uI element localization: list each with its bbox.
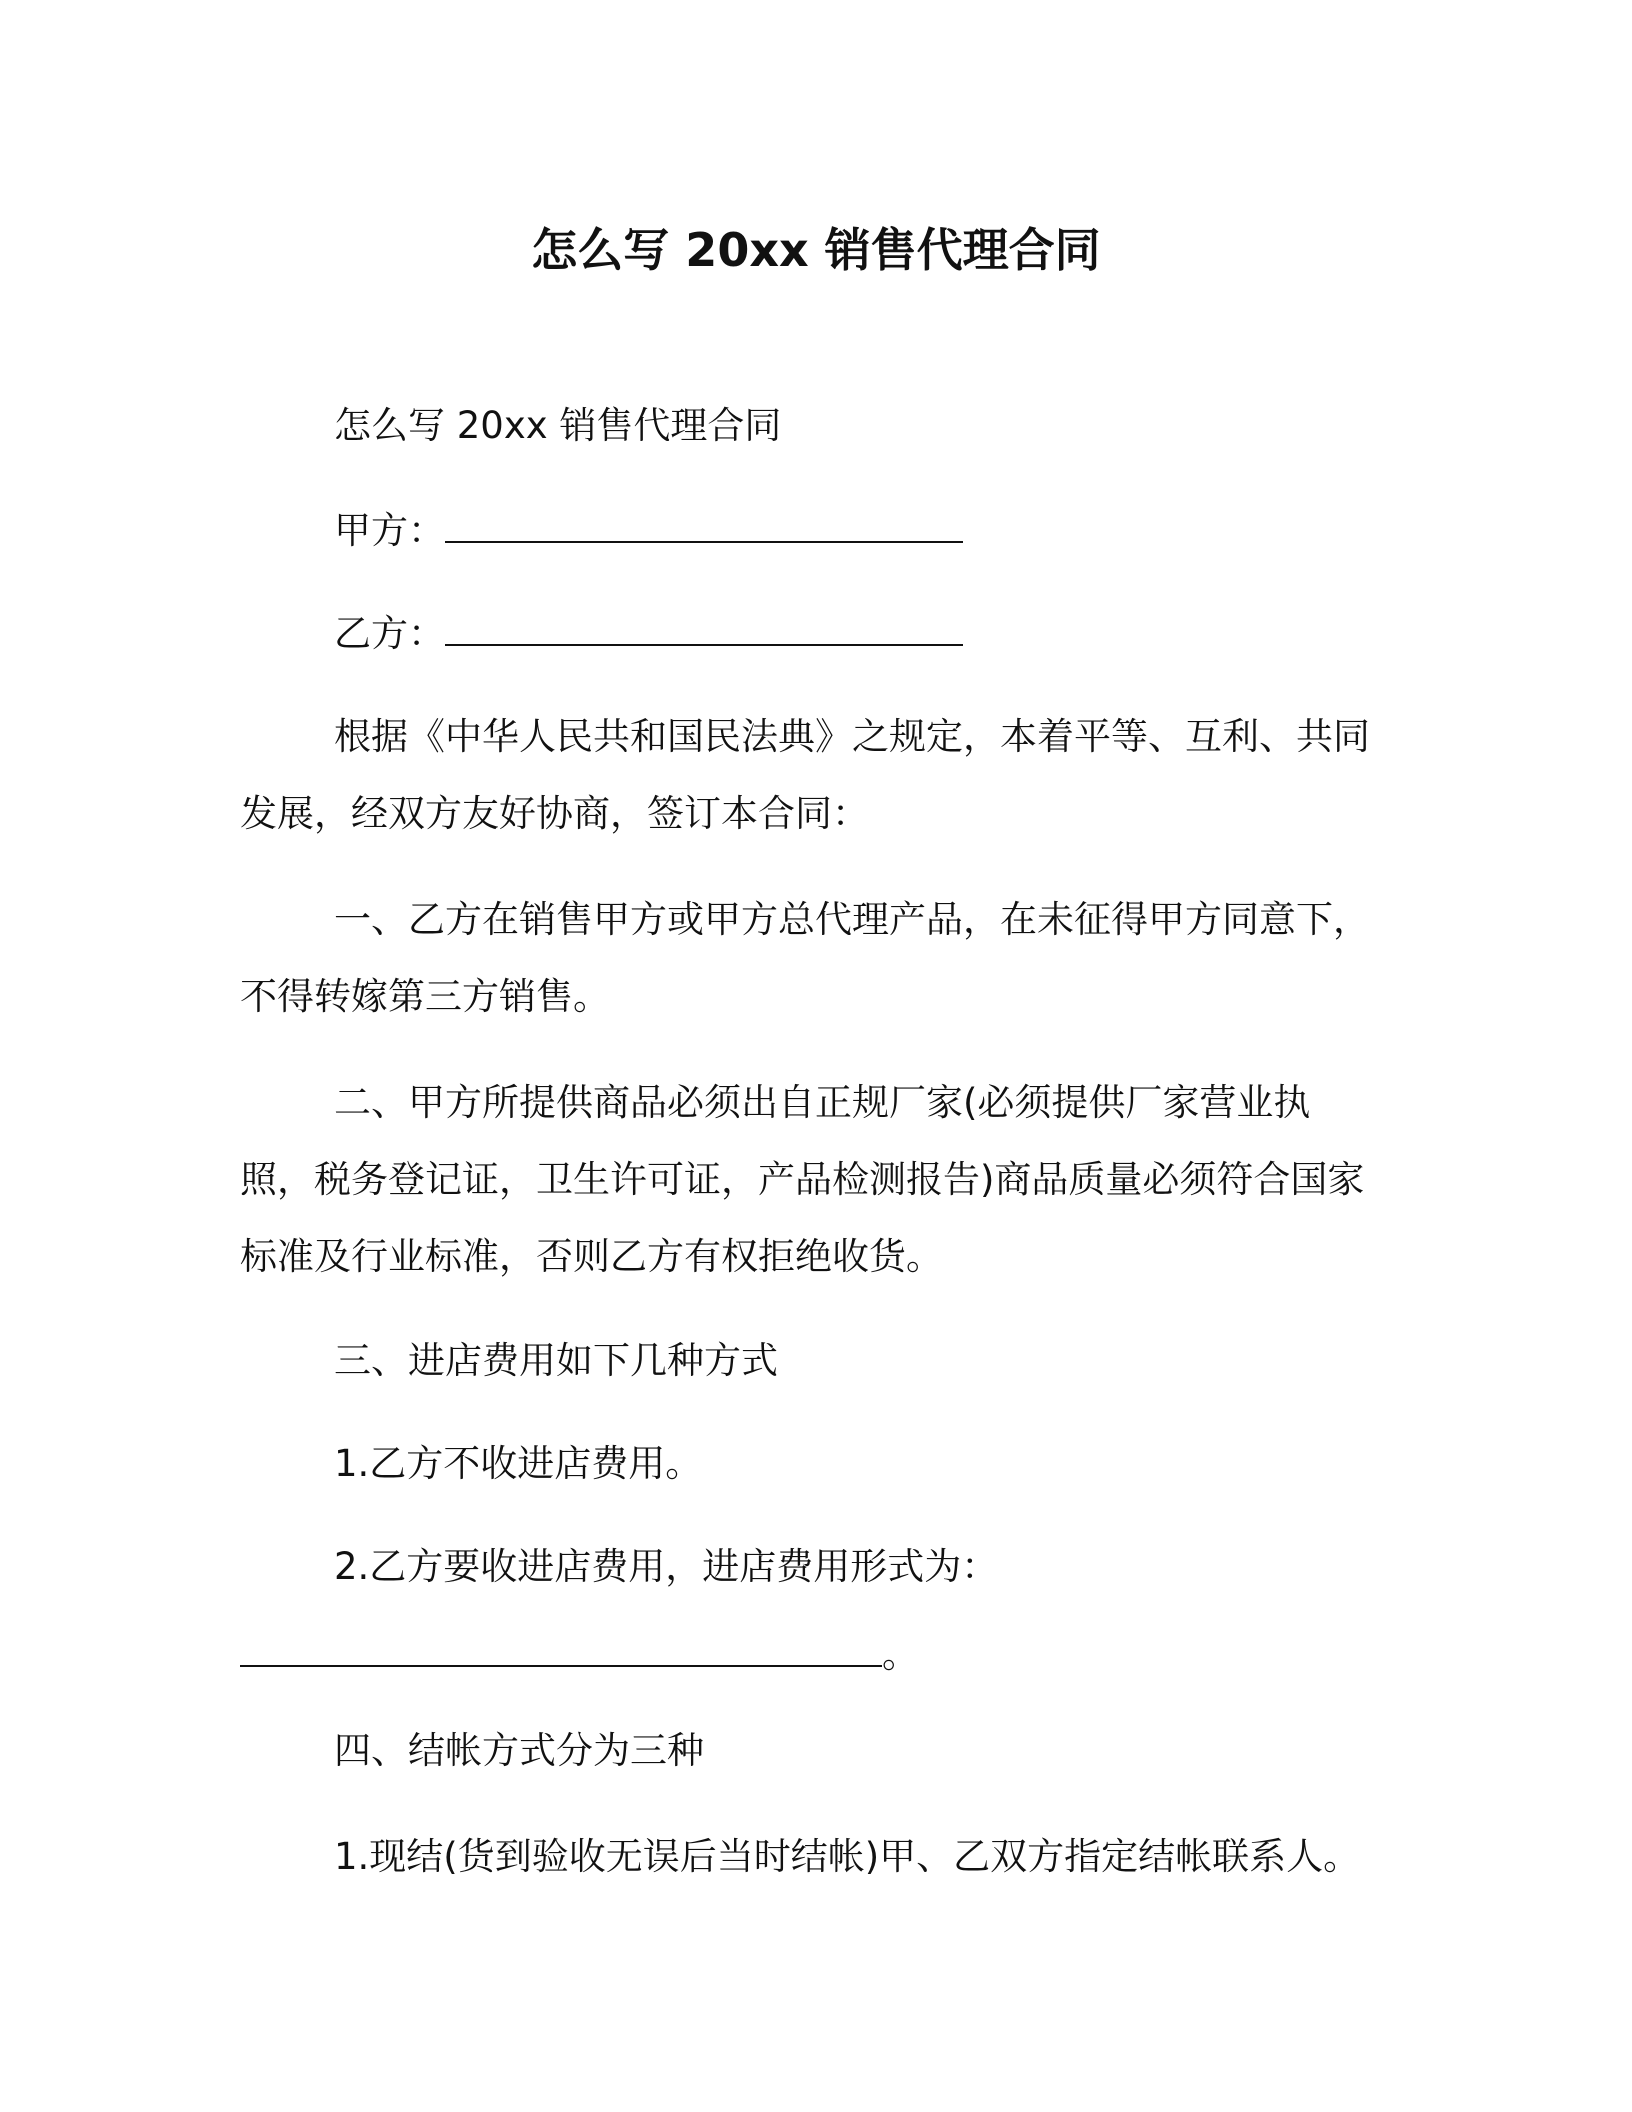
party-b-blank <box>445 608 963 646</box>
clause-4-item-1: 1.现结(货到验收无误后当时结帐)甲、乙双方指定结帐联系人。 <box>334 1835 1361 1878</box>
clause-1-line-1: 一、乙方在销售甲方或甲方总代理产品，在未征得甲方同意下， <box>334 898 1370 941</box>
clause-3-item-2-end: 。 <box>882 1633 919 1676</box>
preamble-line-1: 根据《中华人民共和国民法典》之规定，本着平等、互利、共同 <box>334 715 1370 758</box>
party-b-label: 乙方： <box>334 612 445 655</box>
clause-3-item-2: 2.乙方要收进店费用，进店费用形式为： <box>334 1545 999 1588</box>
party-a-line <box>334 500 963 554</box>
clause-2-line-2: 照，税务登记证，卫生许可证，产品检测报告)商品质量必须符合国家 <box>240 1158 1365 1201</box>
clause-4-heading: 四、结帐方式分为三种 <box>334 1729 704 1772</box>
party-b-line <box>334 603 963 657</box>
clause-1-line-2: 不得转嫁第三方销售。 <box>240 975 610 1018</box>
party-a-blank <box>445 505 963 543</box>
clause-2-line-1: 二、甲方所提供商品必须出自正规厂家(必须提供厂家营业执 <box>334 1081 1311 1124</box>
clause-2-line-3: 标准及行业标准，否则乙方有权拒绝收货。 <box>240 1235 943 1278</box>
clause-3-heading: 三、进店费用如下几种方式 <box>334 1339 778 1382</box>
party-a-label: 甲方： <box>334 509 445 552</box>
clause-3-item-1: 1.乙方不收进店费用。 <box>334 1442 703 1485</box>
document-title: 怎么写 20xx 销售代理合同 <box>531 223 1101 277</box>
clause-3-item-2-fill-line <box>240 1624 919 1678</box>
document-subtitle: 怎么写 20xx 销售代理合同 <box>334 404 782 447</box>
clause-3-item-2-blank <box>240 1629 882 1667</box>
preamble-line-2: 发展，经双方友好协商，签订本合同： <box>240 792 869 835</box>
